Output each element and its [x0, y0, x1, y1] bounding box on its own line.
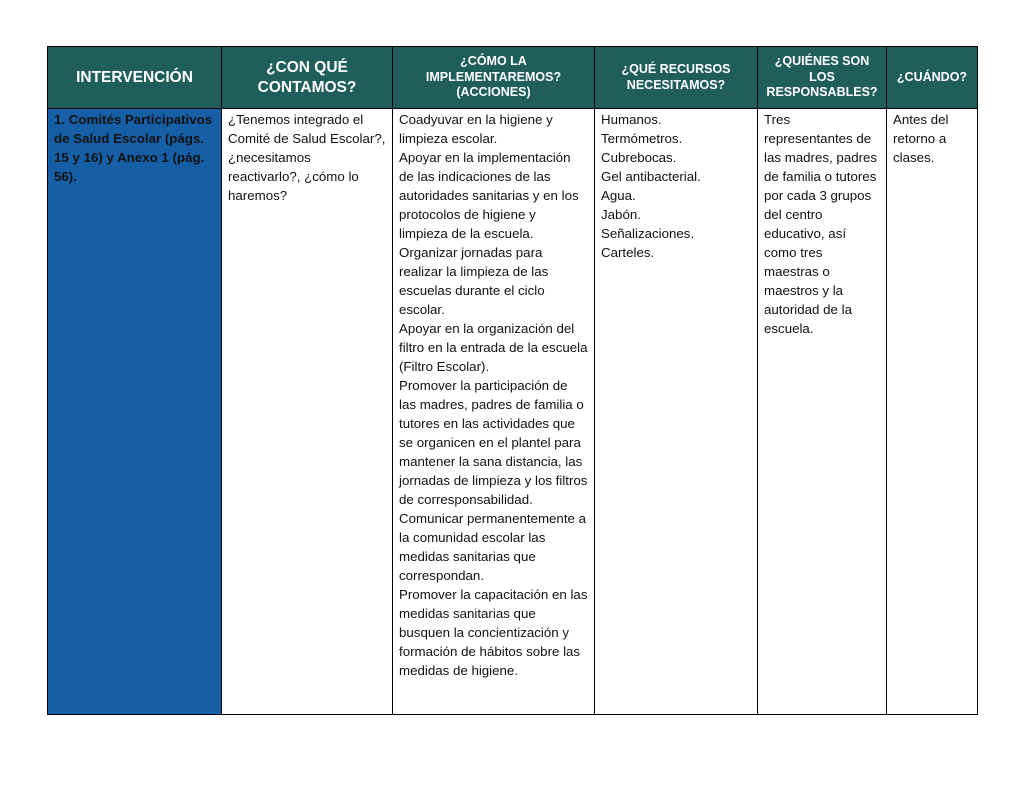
recurso-item: Gel antibacterial.	[601, 169, 701, 184]
accion-item: Promover la participación de las madres, padres de familia o tutores en las actividades que se organicen en el plantel para mantener la sana distancia, las jornadas de limpieza y los filtros de corresponsabilidad.	[399, 378, 588, 507]
cell-intervencion: 1. Comités Participativos de Salud Escolar (págs. 15 y 16) y Anexo 1 (pág. 56).	[48, 109, 222, 715]
accion-item: Apoyar en la organización del filtro en la entrada de la escuela (Filtro Escolar).	[399, 321, 588, 374]
accion-item: Apoyar en la implementación de las indicaciones de las autoridades sanitarias y en los protocolos de higiene y limpieza de la escuela.	[399, 150, 579, 241]
accion-item: Coadyuvar en la higiene y limpieza escolar.	[399, 112, 553, 146]
header-con-que-contamos: ¿CON QUÉ CONTAMOS?	[222, 47, 393, 109]
recurso-item: Señalizaciones.	[601, 226, 695, 241]
cell-acciones	[393, 109, 595, 715]
cell-cuando: Antes del retorno a clases.	[887, 109, 978, 715]
cell-responsables: Tres representantes de las madres, padres de familia o tutores por cada 3 grupos del centro educativo, así como tres maestras o maestros y la autoridad de la escuela.	[758, 109, 887, 715]
table-header-row	[48, 47, 978, 109]
accion-item: Organizar jornadas para realizar la limpieza de las escuelas durante el ciclo escolar.	[399, 245, 549, 317]
cell-recursos	[595, 109, 758, 715]
recurso-item: Agua.	[601, 188, 636, 203]
cell-con-que-contamos: ¿Tenemos integrado el Comité de Salud Escolar?, ¿necesitamos reactivarlo?, ¿cómo lo haremos?	[222, 109, 393, 715]
accion-item: Promover la capacitación en las medidas sanitarias que busquen la concientización y formación de hábitos sobre las medidas de higiene.	[399, 587, 588, 678]
table-row	[48, 109, 978, 715]
recurso-item: Carteles.	[601, 245, 655, 260]
header-como-implementaremos: ¿CÓMO LA IMPLEMENTAREMOS? (ACCIONES)	[393, 47, 595, 109]
recurso-item: Cubrebocas.	[601, 150, 677, 165]
header-que-recursos: ¿QUÉ RECURSOS NECESITAMOS?	[595, 47, 758, 109]
intervention-table	[47, 46, 978, 715]
accion-item: Comunicar permanentemente a la comunidad escolar las medidas sanitarias que correspondan.	[399, 511, 586, 583]
header-quienes-responsables: ¿QUIÉNES SON LOS RESPONSABLES?	[758, 47, 887, 109]
recurso-item: Humanos.	[601, 112, 662, 127]
recurso-item: Termómetros.	[601, 131, 683, 146]
header-cuando: ¿CUÁNDO?	[887, 47, 978, 109]
recurso-item: Jabón.	[601, 207, 641, 222]
header-intervencion: INTERVENCIÓN	[48, 47, 222, 109]
